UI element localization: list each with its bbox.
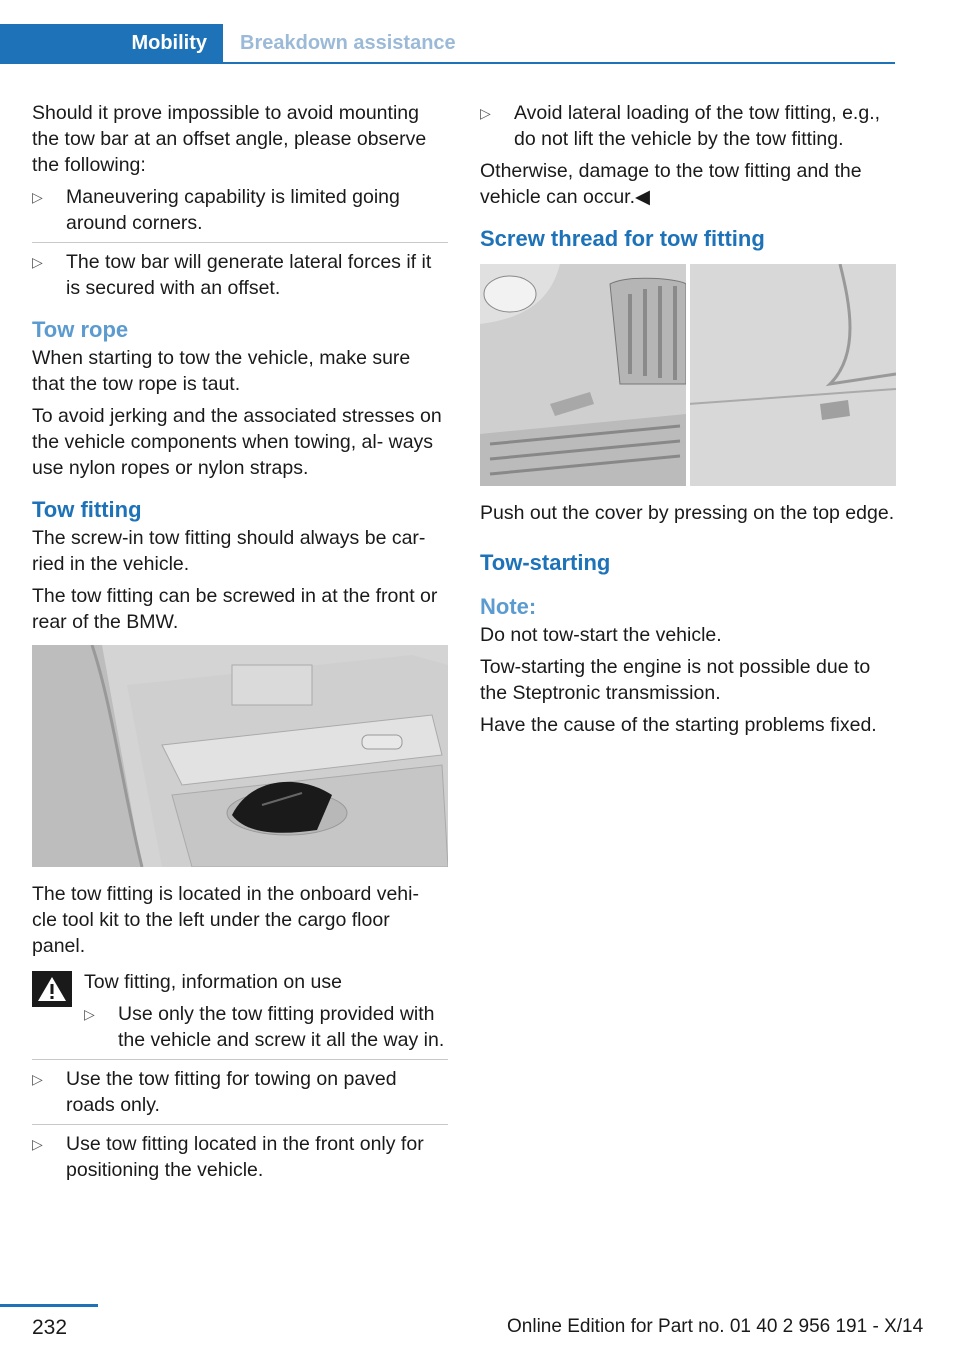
tow-rope-paragraph: When starting to tow the vehicle, make sure that the tow rope is taut.: [32, 347, 411, 395]
tow-rope-paragraph: To avoid jerking and the associated stresses on the vehicle components when towing, al‐ ways use nylon ropes or nylon straps.: [32, 405, 442, 479]
intro-paragraph: Should it prove impossible to avoid mounting the tow bar at an offset angle, please observe the following:: [32, 102, 427, 176]
note-paragraph: Do not tow-start the vehicle.: [480, 624, 722, 646]
page-header: [0, 24, 895, 64]
list-item: ▷ Use the tow fitting for towing on paved roads only.: [32, 1066, 448, 1118]
warning-block: [32, 969, 448, 1053]
warning-icon: [32, 971, 72, 1007]
page-number: 232: [32, 1316, 68, 1339]
tow-fitting-caption: The tow fitting is located in the onboard vehi‐ cle tool kit to the left under the cargo floor panel.: [32, 883, 419, 957]
note-heading: Note:: [480, 594, 537, 619]
list-item: ▷ Avoid lateral loading of the tow fitting, e.g., do not lift the vehicle by the tow fitting.: [480, 100, 896, 152]
left-column: [32, 100, 448, 1189]
section-tab: Mobility: [0, 24, 223, 62]
cargo-area-illustration: [32, 645, 448, 867]
warning-title: Tow fitting, information on use: [84, 971, 342, 993]
tow-fitting-heading: Tow fitting: [32, 497, 142, 522]
subsection-tab: Breakdown assistance: [240, 32, 456, 54]
screw-thread-heading: Screw thread for tow fitting: [480, 226, 765, 251]
divider: [32, 242, 448, 243]
tow-fitting-paragraph: The tow fitting can be screwed in at the front or rear of the BMW.: [32, 585, 438, 633]
list-item: ▷ Maneuvering capability is limited going around corners.: [32, 184, 448, 236]
tow-rope-heading: Tow rope: [32, 317, 129, 342]
right-column: [480, 100, 896, 744]
note-paragraph: Have the cause of the starting problems fixed.: [480, 714, 877, 736]
list-item: ▷ The tow bar will generate lateral forces if it is secured with an offset.: [32, 249, 448, 301]
otherwise-paragraph: Otherwise, damage to the tow fitting and the vehicle can occur.◀: [480, 160, 862, 208]
note-paragraph: Tow-starting the engine is not possible due to the Steptronic transmission.: [480, 656, 871, 704]
list-item: ▷ Use tow fitting located in the front only for positioning the vehicle.: [32, 1131, 448, 1183]
push-cover-paragraph: Push out the cover by pressing on the top edge.: [480, 502, 895, 524]
bumper-illustration: [480, 264, 896, 486]
tow-fitting-paragraph: The screw-in tow fitting should always be car‐ ried in the vehicle.: [32, 527, 426, 575]
tow-starting-heading: Tow-starting: [480, 550, 611, 575]
edition-text: Online Edition for Part no. 01 40 2 956 191 - X/14: [507, 1316, 924, 1337]
divider: [32, 1124, 448, 1125]
divider: [32, 1059, 448, 1060]
list-item: ▷ Use only the tow fitting provided with the vehicle and screw it all the way in.: [84, 1001, 448, 1053]
footer-rule: [0, 1304, 98, 1307]
